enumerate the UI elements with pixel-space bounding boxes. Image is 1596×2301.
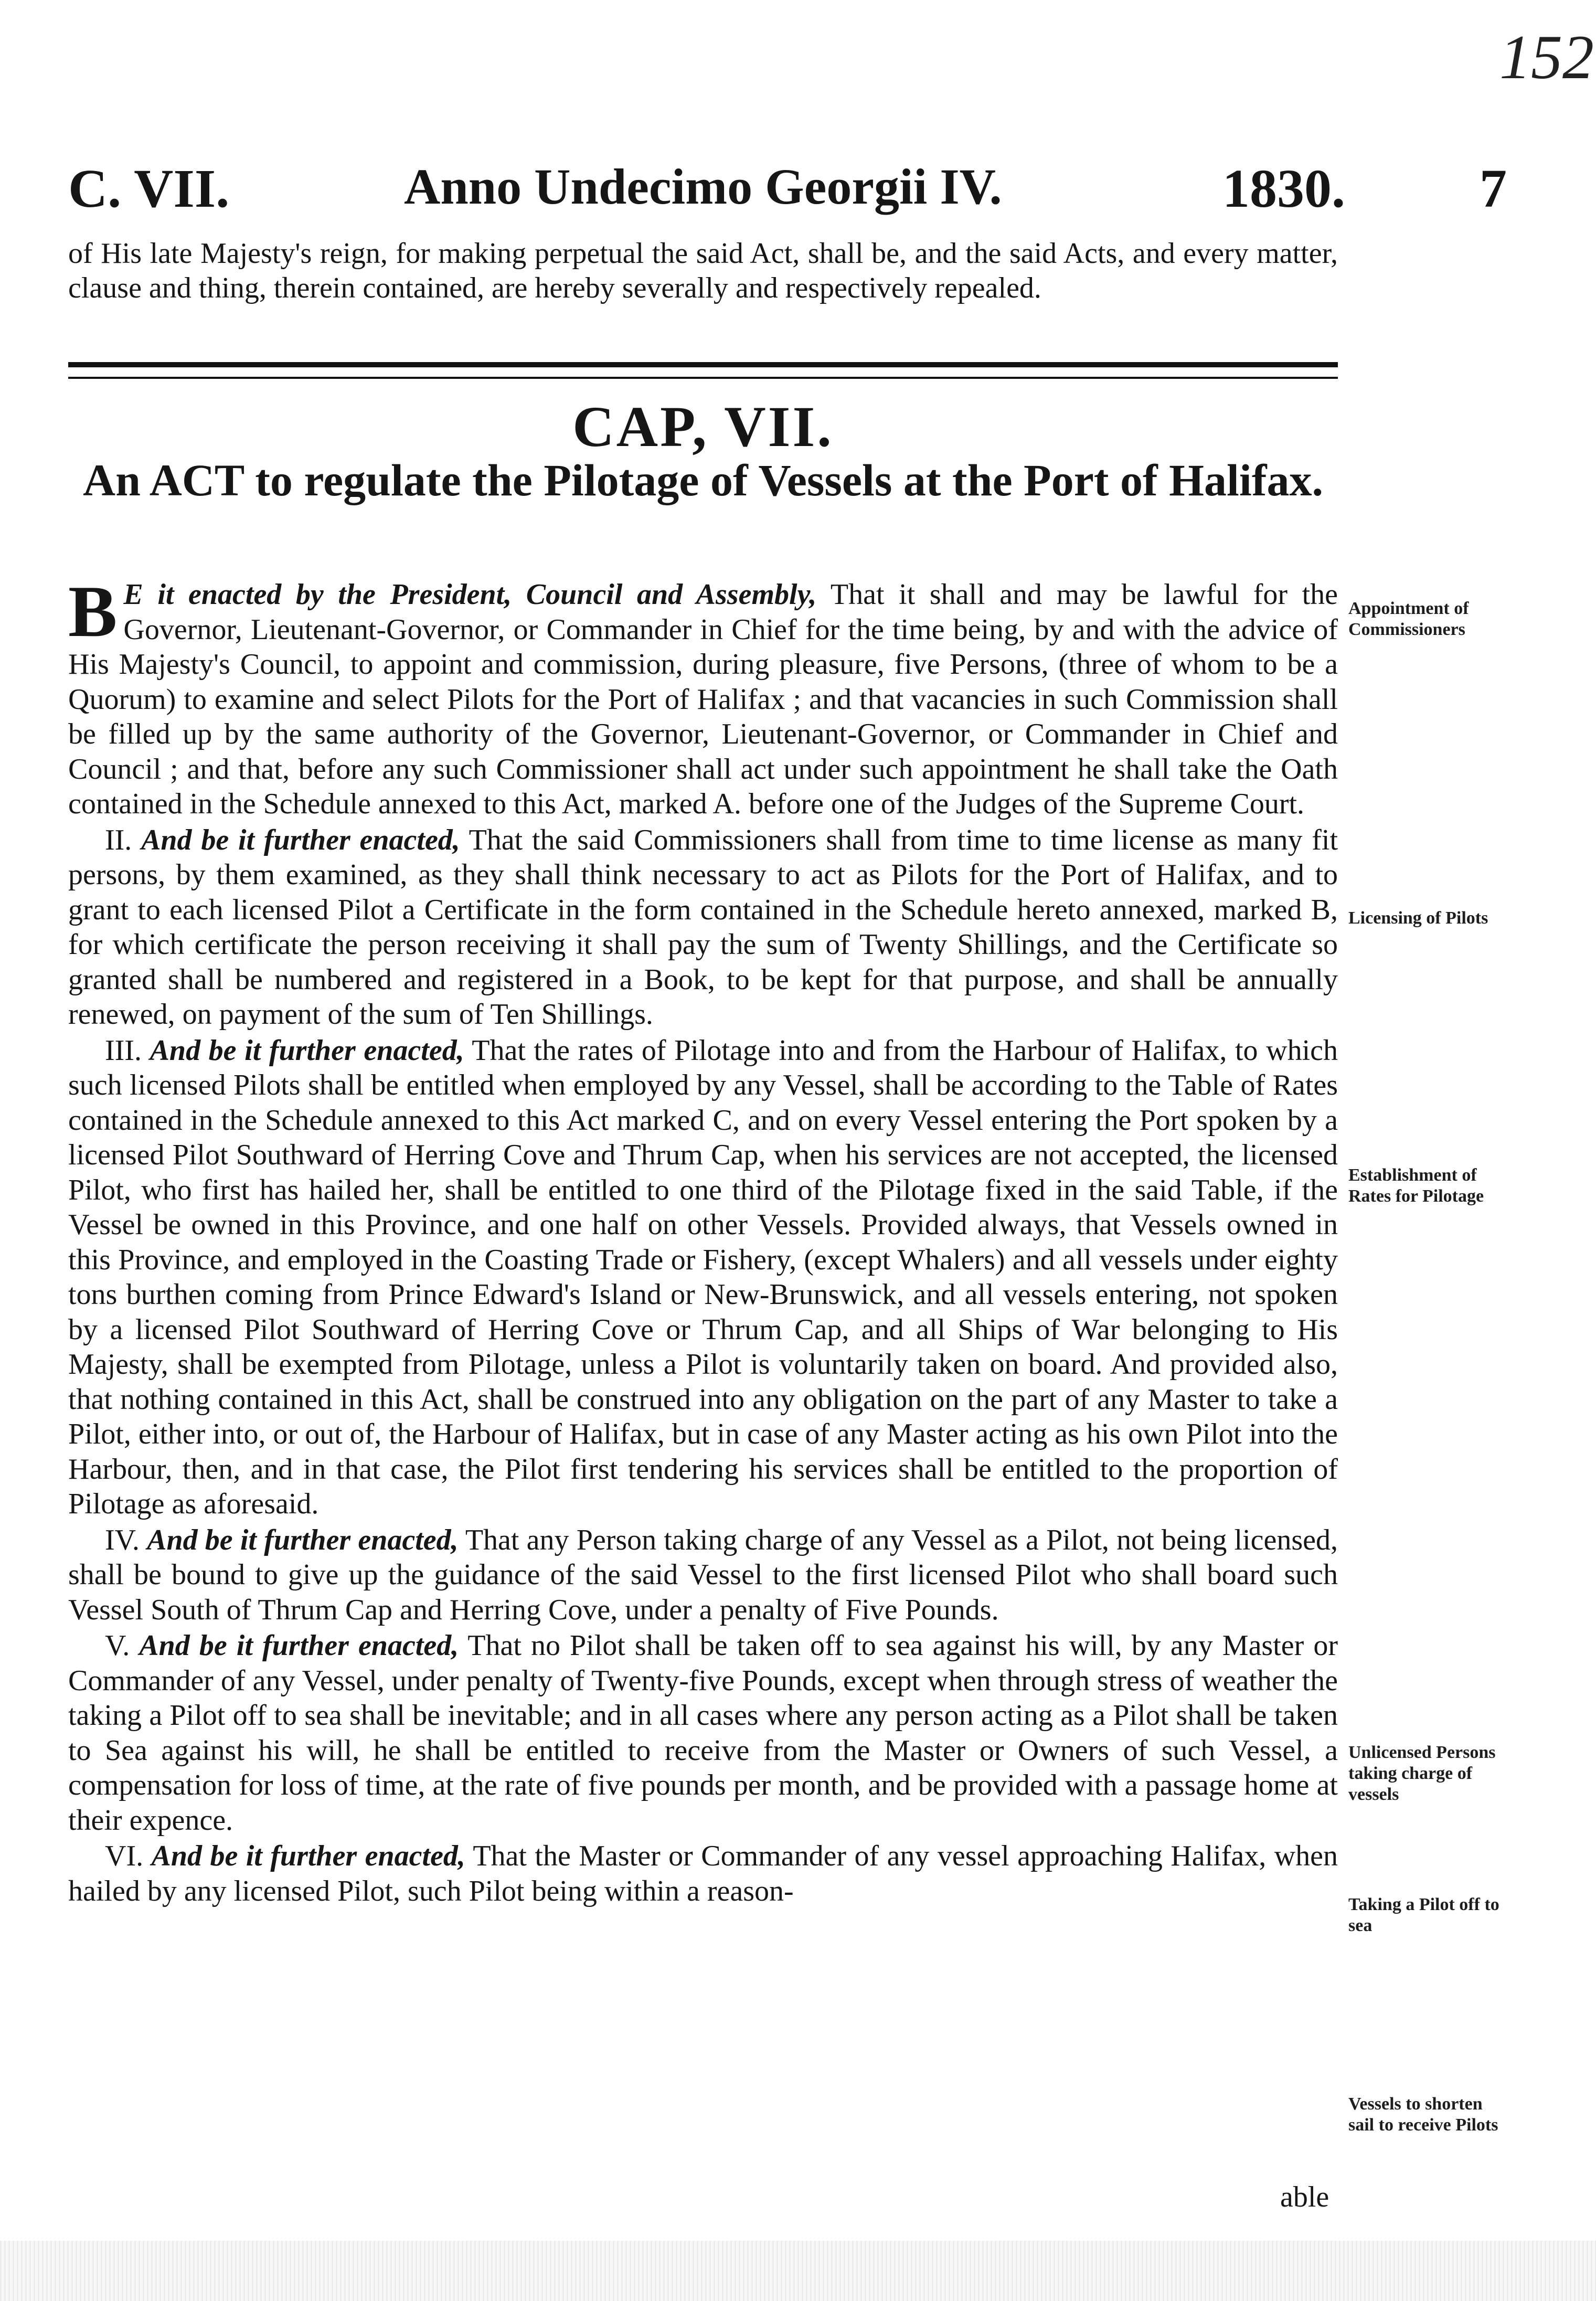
margin-note-unlicensed: Unlicensed Persons taking charge of vessels — [1348, 1743, 1496, 1804]
section-3-number: III. — [105, 1034, 142, 1067]
margin-note-appointment: Appointment of Commissioners — [1348, 599, 1469, 639]
section-rule — [68, 362, 1338, 379]
section-5-number: V. — [105, 1629, 130, 1662]
section-3-lead: And be it further enacted, — [150, 1034, 464, 1067]
scan-noise-band — [0, 2241, 1596, 2301]
section-6-lead: And be it further enacted, — [151, 1840, 465, 1872]
running-head — [68, 157, 1516, 226]
section-2-text: That the said Commissioners shall from time to time license as many fit persons, by them examined, as they shall think necessary to act as Pilots for the Port of Halifax, and to grant to each licensed Pilot a Certificate in the form contained in the Schedule hereto annexed, marked B, for which certificate the person receiving it shall pay the sum of Twenty Shillings, and the Certificate so granted shall be numbered and registered in a Book, to be kept for that purpose, and shall be annually renewed, on payment of the sum of Ten Shillings. — [68, 823, 1338, 1031]
page-number: 152 — [1499, 22, 1594, 92]
catchword: able — [1280, 2181, 1329, 2213]
section-6 — [68, 1839, 1338, 1908]
margin-note-taking-pilot: Taking a Pilot off to sea — [1348, 1895, 1499, 1935]
chapter-heading: CAP, VII. — [572, 395, 834, 459]
section-6-number: VI. — [105, 1840, 144, 1872]
previous-act-ending: of His late Majesty's reign, for making perpetual the said Act, shall be, and the said Acts, and every matter, clause and thing, therein contained, are hereby severally and respectively repealed. — [68, 237, 1338, 304]
section-2-number: II. — [105, 823, 132, 856]
section-1 — [68, 571, 1338, 822]
section-1-lead: E it enacted by the President, Council and Assembly, — [123, 578, 817, 611]
running-head-folio: 7 — [1480, 158, 1507, 219]
act-title: An ACT to regulate the Pilotage of Vessels at the Port of Halifax. — [83, 455, 1323, 505]
section-3-text: That the rates of Pilotage into and from the Harbour of Halifax, to which such licensed Pilots shall be entitled when employed by any Vessel, shall be according to the Table of Rates contained in the Schedule annexed to this Act marked C, and on every Vessel entering the Port spoken by a licensed Pilot Southward of Herring Cove and Thrum Cap, when his services are not accepted, the licensed Pilot, who first has hailed her, shall be entitled to one third of the Pilotage fixed in the said Table, if the Vessel be owned in this Province, and one half on other Vessels. Provided always, that Vessels owned in this Province, and employed in the Coasting Trade or Fishery, (except Whalers) and all vessels under eighty tons burthen coming from Prince Edward's Island or New-Brunswick, and all vessels entering, not spoken by a licensed Pilot Southward of Herring Cove or Thrum Cap, and all Ships of War belonging to His Majesty, shall be exempted from Pilotage, unless a Pilot is voluntarily taken on board. And provided also, that nothing contained in this Act, shall be construed into any obligation on the part of any Master to take a Pilot, either into, or out of, the Harbour of Halifax, but in case of any Master acting as his own Pilot into the Harbour, then, and in that case, the Pilot first tendering his services shall be entitled to the proportion of Pilotage as aforesaid. — [68, 1034, 1338, 1520]
margin-note-licensing: Licensing of Pilots — [1348, 908, 1488, 928]
section-1-text: That it shall and may be lawful for the Governor, Lieutenant-Governor, or Commander in Chief for the time being, by and with the advice of His Majesty's Council, to appoint and commission, during pleasure, five Persons, (three of whom to be a Quorum) to examine and select Pilots for the Port of Halifax ; and that vacancies in such Commission shall be filled up by the same authority of the Governor, Lieutenant-Governor, or Commander in Chief and Council ; and that, before any such Commissioner shall act under such appointment he shall take the Oath contained in the Schedule annexed to this Act, marked A. before one of the Judges of the Supreme Court. — [68, 578, 1338, 820]
running-head-chapter: C. VII. — [68, 158, 230, 219]
running-head-title: Anno Undecimo Georgii IV. — [404, 158, 1002, 215]
drop-cap: B — [68, 571, 118, 652]
section-4 — [68, 1523, 1338, 1628]
section-2-lead: And be it further enacted, — [141, 823, 460, 856]
section-3 — [68, 1033, 1338, 1522]
section-2 — [68, 823, 1338, 1032]
section-4-lead: And be it further enacted, — [147, 1523, 459, 1556]
section-5 — [68, 1628, 1338, 1838]
section-4-text: That any Person taking charge of any Vessel as a Pilot, not being licensed, shall be bound to give up the guidance of the said Vessel to the first licensed Pilot who shall board such Vessel South of Thrum Cap and Herring Cove, under a penalty of Five Pounds. — [68, 1523, 1338, 1626]
section-5-lead: And be it further enacted, — [139, 1629, 459, 1662]
section-4-number: IV. — [105, 1523, 140, 1556]
section-5-text: That no Pilot shall be taken off to sea against his will, by any Master or Commander of any Vessel, under penalty of Twenty-five Pounds, except when through stress of weather the taking a Pilot off to sea shall be inevitable; and in all cases where any person acting as a Pilot shall be taken to Sea against his will, he shall be entitled to receive from the Master or Owners of such Vessel, a compensation for loss of time, at the rate of five pounds per month, and be provided with a passage home at their expence. — [68, 1629, 1338, 1837]
margin-note-rates: Establishment of Rates for Pilotage — [1348, 1165, 1484, 1206]
running-head-year: 1830. — [1222, 158, 1345, 219]
section-6-text: That the Master or Commander of any vessel approaching Halifax, when hailed by any licensed Pilot, such Pilot being within a reason- — [68, 1840, 1338, 1907]
act-body — [68, 571, 1338, 1910]
margin-note-vessels: Vessels to shorten sail to receive Pilots — [1348, 2094, 1498, 2135]
